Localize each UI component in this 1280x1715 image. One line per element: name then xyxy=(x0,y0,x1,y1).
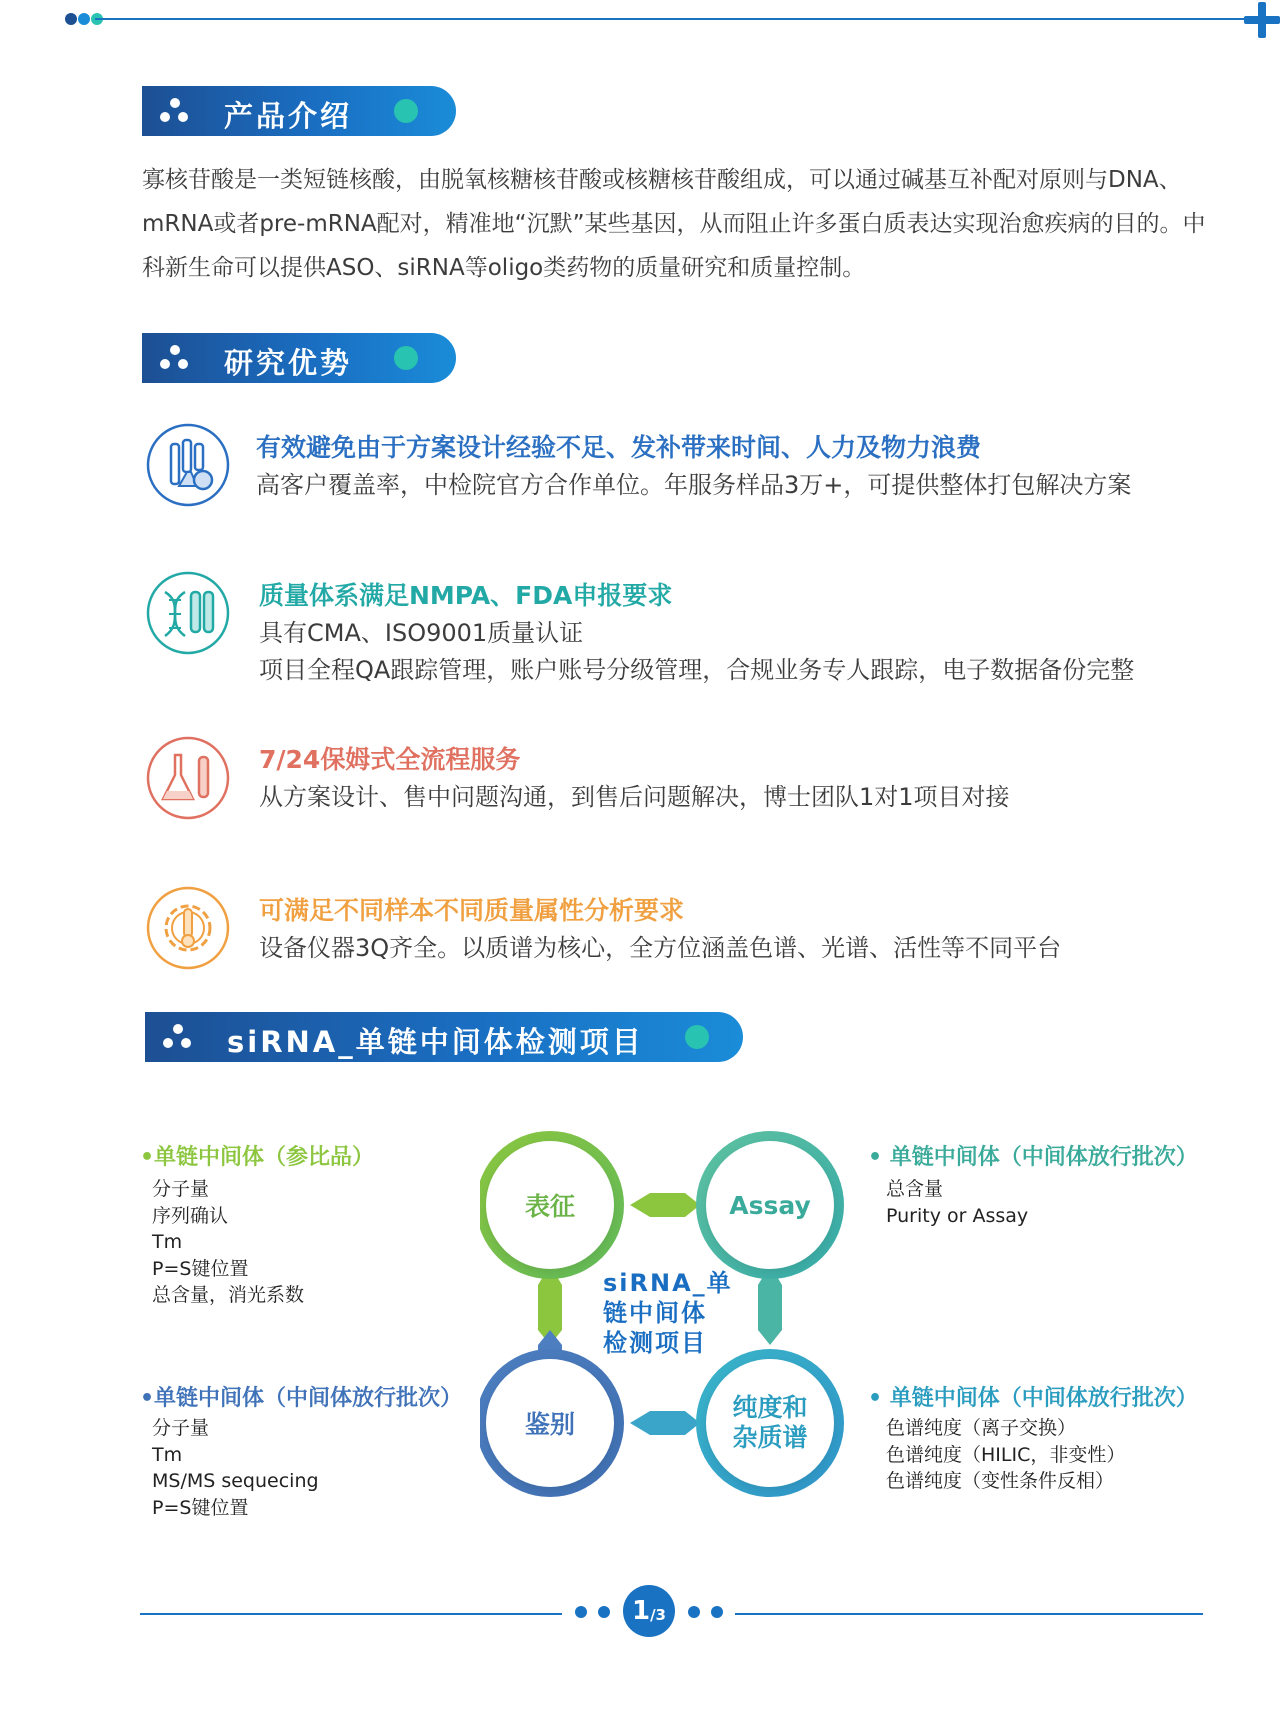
block-list-tl xyxy=(152,1176,304,1309)
advantage-title: 7/24保姆式全流程服务 xyxy=(259,745,521,774)
center-line: 检测项目 xyxy=(603,1329,707,1357)
footer-dot xyxy=(598,1606,610,1618)
footer-dot xyxy=(711,1606,723,1618)
node-purity-line: 杂质谱 xyxy=(732,1423,808,1452)
list-item: 总含量 xyxy=(886,1178,944,1200)
block-title-tl: •单链中间体（参比品） xyxy=(140,1145,375,1170)
page-indicator xyxy=(623,1585,675,1637)
dna-test-tube-icon xyxy=(145,570,231,656)
dots-icon xyxy=(160,98,190,124)
block-list-bl xyxy=(152,1415,319,1521)
list-item: Tm xyxy=(152,1231,183,1253)
advantage-title: 质量体系满足NMPA、FDA申报要求 xyxy=(259,581,673,610)
diagram-center-title xyxy=(603,1268,733,1358)
footer-dot xyxy=(575,1606,587,1618)
advantage-text: 具有CMA、ISO9001质量认证 xyxy=(259,619,584,647)
node-characterization: 表征 xyxy=(486,1141,614,1269)
list-item: Tm xyxy=(152,1443,183,1466)
footer-line-left xyxy=(140,1613,562,1615)
block-title-bl: •单链中间体（中间体放行批次） xyxy=(140,1386,463,1411)
advantage-title: 可满足不同样本不同质量属性分析要求 xyxy=(259,896,685,925)
section-banner-advantage xyxy=(142,333,456,383)
center-line: siRNA_单 xyxy=(603,1269,733,1297)
teal-dot xyxy=(685,1025,709,1049)
list-item: 分子量 xyxy=(152,1417,210,1439)
list-item: 色谱纯度（离子交换） xyxy=(886,1417,1077,1439)
list-item: P=S键位置 xyxy=(152,1257,249,1280)
connector-bottom xyxy=(630,1411,700,1435)
plus-icon-bar xyxy=(1244,16,1280,24)
advantage-text: 设备仪器3Q齐全。以质谱为核心，全方位涵盖色谱、光谱、活性等不同平台 xyxy=(259,934,1062,962)
list-item: Purity or Assay xyxy=(886,1204,1029,1227)
footer-line-right xyxy=(735,1613,1203,1615)
block-list-tr xyxy=(886,1176,1028,1229)
footer-dot xyxy=(688,1606,700,1618)
list-item: 分子量 xyxy=(152,1178,210,1200)
flask-icon xyxy=(145,735,231,821)
block-title-tr: • 单链中间体（中间体放行批次） xyxy=(868,1145,1198,1170)
advantage-text: 高客户覆盖率，中检院官方合作单位。年服务样品3万+，可提供整体打包解决方案 xyxy=(256,471,1132,499)
center-line: 链中间体 xyxy=(603,1299,707,1327)
list-item: P=S键位置 xyxy=(152,1496,249,1519)
block-list-br xyxy=(886,1415,1125,1495)
header-line xyxy=(95,18,1265,20)
node-purity xyxy=(706,1359,834,1487)
page-total: /3 xyxy=(650,1606,666,1624)
gear-thermometer-icon xyxy=(145,885,231,971)
section-title: 产品介绍 xyxy=(224,99,353,133)
intro-paragraph: 寡核苷酸是一类短链核酸，由脱氧核糖核苷酸或核糖核苷酸组成，可以通过碱基互补配对原则与DNA、mRNA或者pre-mRNA配对，精准地“沉默”某些基因，从而阻止许多蛋白质表达实现治愈疾病的目的。中科新生命可以提供ASO、siRNA等oligo类药物的质量研究和质量控制。 xyxy=(142,167,1206,281)
list-item: 色谱纯度（变性条件反相） xyxy=(886,1470,1115,1492)
list-item: 色谱纯度（HILIC，非变性） xyxy=(886,1443,1126,1466)
block-title-br: • 单链中间体（中间体放行批次） xyxy=(868,1386,1198,1411)
dots-icon xyxy=(163,1024,193,1050)
header-dot xyxy=(78,13,90,25)
lab-glassware-icon xyxy=(145,422,231,508)
section-banner-sirna xyxy=(145,1012,743,1062)
section-title: 研究优势 xyxy=(224,346,353,380)
node-purity-line: 纯度和 xyxy=(732,1393,808,1422)
dots-icon xyxy=(160,345,190,371)
list-item: 总含量，消光系数 xyxy=(152,1284,305,1306)
section-banner-intro xyxy=(142,86,456,136)
advantage-title: 有效避免由于方案设计经验不足、发补带来时间、人力及物力浪费 xyxy=(256,433,982,462)
page-current: 1 xyxy=(631,1596,651,1626)
advantage-text: 从方案设计、售中问题沟通，到售后问题解决，博士团队1对1项目对接 xyxy=(259,783,1010,811)
advantage-text: 项目全程QA跟踪管理，账户账号分级管理，合规业务专人跟踪，电子数据备份完整 xyxy=(259,656,1135,684)
list-item: MS/MS sequecing xyxy=(152,1470,319,1492)
list-item: 序列确认 xyxy=(152,1204,229,1227)
node-assay: Assay xyxy=(706,1141,834,1269)
connector-top xyxy=(630,1193,700,1217)
node-identification: 鉴别 xyxy=(486,1359,614,1487)
header-dot xyxy=(65,13,77,25)
section-title: siRNA_单链中间体检测项目 xyxy=(227,1025,644,1059)
teal-dot xyxy=(394,99,418,123)
teal-dot xyxy=(394,346,418,370)
